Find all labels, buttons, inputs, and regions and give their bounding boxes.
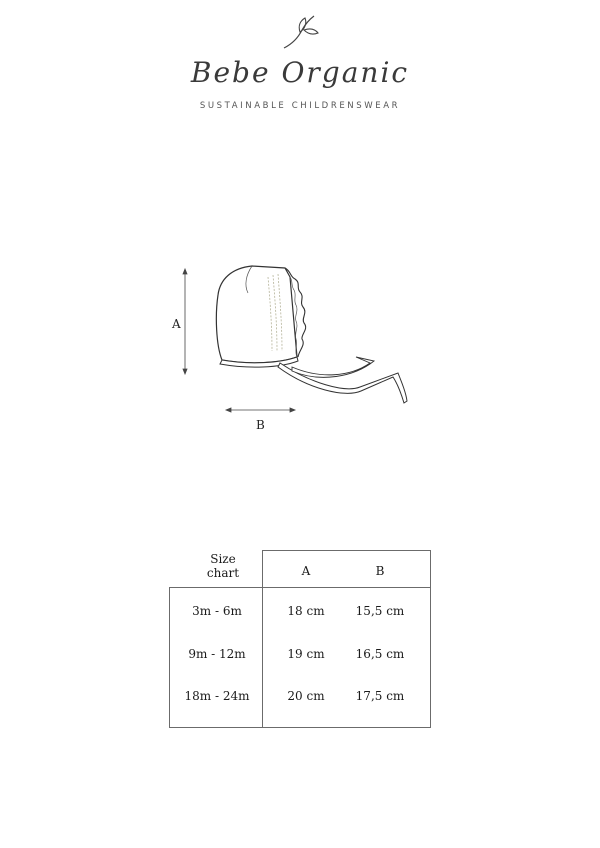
row-size: 3m - 6m (192, 604, 242, 618)
row-b-value: 15,5 cm (355, 604, 405, 618)
table-column-divider (262, 550, 263, 728)
row-b-value: 16,5 cm (355, 647, 405, 661)
row-size: 18m - 24m (184, 689, 250, 703)
row-a-value: 19 cm (287, 647, 325, 661)
table-left-border (169, 587, 170, 728)
row-a-value: 18 cm (287, 604, 325, 618)
dimension-label-b: B (256, 418, 265, 432)
size-chart-table (169, 550, 431, 728)
header-size-line2: chart (206, 566, 240, 580)
table-bottom-border (169, 727, 431, 728)
brand-tagline: SUSTAINABLE CHILDRENSWEAR (199, 101, 401, 111)
bonnet-illustration (160, 255, 430, 440)
row-b-value: 17,5 cm (355, 689, 405, 703)
header-size-line1: Size (210, 552, 236, 566)
dimension-arrow-a (183, 269, 187, 374)
header-col-b: B (375, 564, 385, 578)
row-a-value: 20 cm (287, 689, 325, 703)
table-right-border (430, 550, 431, 728)
header-col-a: A (301, 564, 311, 578)
brand-name: Bebe Organic (190, 56, 410, 89)
dimension-arrow-b (226, 408, 295, 412)
dimension-label-a: A (172, 317, 181, 331)
table-header-divider (169, 587, 431, 588)
table-top-border (262, 550, 431, 551)
row-size: 9m - 12m (188, 647, 246, 661)
leaf-sprig-icon (280, 14, 324, 50)
